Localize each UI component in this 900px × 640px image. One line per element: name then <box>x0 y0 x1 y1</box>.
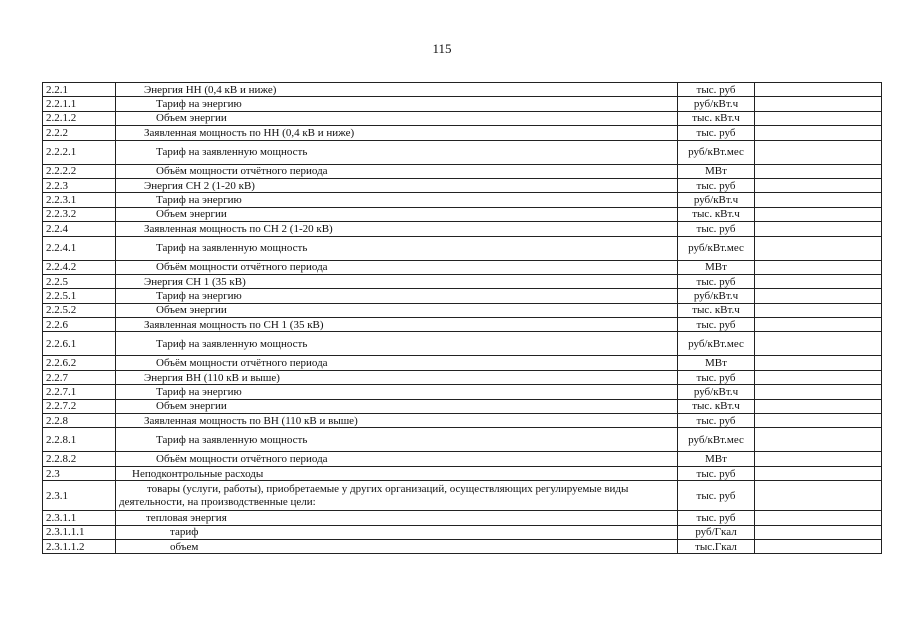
table-row <box>43 274 882 288</box>
row-value-cell <box>755 83 882 97</box>
row-name: Объем энергии <box>116 399 678 413</box>
table-row <box>43 222 882 236</box>
row-code: 2.2.4 <box>43 222 116 236</box>
row-name: Тариф на энергию <box>116 385 678 399</box>
row-name: Объём мощности отчётного периода <box>116 452 678 466</box>
row-unit: тыс. руб <box>678 126 755 140</box>
row-value-cell <box>755 385 882 399</box>
row-code: 2.2.5.1 <box>43 289 116 303</box>
row-value-cell <box>755 318 882 332</box>
row-code: 2.2.8.1 <box>43 428 116 452</box>
row-value-cell <box>755 481 882 511</box>
row-name: Тариф на заявленную мощность <box>116 332 678 356</box>
table-row <box>43 260 882 274</box>
table-row <box>43 126 882 140</box>
row-code: 2.2.7 <box>43 370 116 384</box>
row-unit: тыс.Гкал <box>678 539 755 553</box>
row-code: 2.3 <box>43 466 116 480</box>
row-value-cell <box>755 466 882 480</box>
table-row <box>43 399 882 413</box>
row-name <box>116 481 678 511</box>
row-unit: тыс. руб <box>678 481 755 511</box>
row-name: Объем энергии <box>116 303 678 317</box>
row-name: Тариф на заявленную мощность <box>116 428 678 452</box>
row-unit: руб/кВт.ч <box>678 97 755 111</box>
row-unit: тыс. руб <box>678 83 755 97</box>
table-row <box>43 385 882 399</box>
row-name: Объем энергии <box>116 207 678 221</box>
row-unit: руб/кВт.ч <box>678 289 755 303</box>
row-code: 2.2.2.2 <box>43 164 116 178</box>
table-row <box>43 466 882 480</box>
table-row <box>43 303 882 317</box>
row-code: 2.2.1.1 <box>43 97 116 111</box>
row-name-text: товары (услуги, работы), приобретаемые у других организаций, осуществляющих регулируемые виды деятельности, на производственные цели: <box>119 482 629 508</box>
row-unit: руб/кВт.мес <box>678 236 755 260</box>
row-unit: руб/кВт.мес <box>678 428 755 452</box>
row-value-cell <box>755 332 882 356</box>
row-name: Энергия СН 1 (35 кВ) <box>116 274 678 288</box>
table-row <box>43 236 882 260</box>
row-code: 2.2.1.2 <box>43 111 116 125</box>
row-unit: тыс. кВт.ч <box>678 303 755 317</box>
row-name: Заявленная мощность по НН (0,4 кВ и ниже) <box>116 126 678 140</box>
row-name: Тариф на энергию <box>116 193 678 207</box>
row-code: 2.2.6 <box>43 318 116 332</box>
table-row <box>43 289 882 303</box>
row-value-cell <box>755 356 882 370</box>
row-unit: тыс. руб <box>678 178 755 192</box>
row-name: Заявленная мощность по ВН (110 кВ и выше) <box>116 414 678 428</box>
row-value-cell <box>755 260 882 274</box>
row-code: 2.2.6.2 <box>43 356 116 370</box>
row-unit: тыс. руб <box>678 370 755 384</box>
row-code: 2.2.8 <box>43 414 116 428</box>
table-row <box>43 332 882 356</box>
row-name: Объём мощности отчётного периода <box>116 260 678 274</box>
row-value-cell <box>755 222 882 236</box>
row-name: объем <box>116 539 678 553</box>
table-row <box>43 193 882 207</box>
row-value-cell <box>755 303 882 317</box>
table-row <box>43 539 882 553</box>
row-value-cell <box>755 511 882 525</box>
row-name: Заявленная мощность по СН 1 (35 кВ) <box>116 318 678 332</box>
row-code: 2.3.1.1.2 <box>43 539 116 553</box>
row-name: Объем энергии <box>116 111 678 125</box>
row-code: 2.2.4.1 <box>43 236 116 260</box>
row-value-cell <box>755 193 882 207</box>
row-value-cell <box>755 126 882 140</box>
row-name: тариф <box>116 525 678 539</box>
table-row <box>43 111 882 125</box>
row-name: Энергия СН 2 (1-20 кВ) <box>116 178 678 192</box>
row-name: Энергия НН (0,4 кВ и ниже) <box>116 83 678 97</box>
row-code: 2.3.1.1 <box>43 511 116 525</box>
row-unit: тыс. руб <box>678 466 755 480</box>
row-unit: руб/кВт.мес <box>678 140 755 164</box>
row-value-cell <box>755 525 882 539</box>
row-value-cell <box>755 111 882 125</box>
table-row <box>43 318 882 332</box>
row-name: Энергия ВН (110 кВ и выше) <box>116 370 678 384</box>
row-value-cell <box>755 370 882 384</box>
row-unit: тыс. руб <box>678 318 755 332</box>
row-unit: МВт <box>678 260 755 274</box>
row-code: 2.2.3.1 <box>43 193 116 207</box>
row-code: 2.2.4.2 <box>43 260 116 274</box>
row-value-cell <box>755 414 882 428</box>
row-value-cell <box>755 97 882 111</box>
row-code: 2.2.1 <box>43 83 116 97</box>
table-row <box>43 140 882 164</box>
row-name: Тариф на энергию <box>116 289 678 303</box>
row-unit: тыс. кВт.ч <box>678 111 755 125</box>
row-unit: руб/кВт.ч <box>678 385 755 399</box>
table-row <box>43 178 882 192</box>
table-row <box>43 356 882 370</box>
table-row <box>43 481 882 511</box>
row-code: 2.2.7.2 <box>43 399 116 413</box>
row-name: Заявленная мощность по СН 2 (1-20 кВ) <box>116 222 678 236</box>
table-row <box>43 97 882 111</box>
row-code: 2.3.1 <box>43 481 116 511</box>
row-code: 2.2.2.1 <box>43 140 116 164</box>
row-unit: тыс. руб <box>678 511 755 525</box>
row-value-cell <box>755 539 882 553</box>
row-code: 2.2.5 <box>43 274 116 288</box>
row-unit: МВт <box>678 164 755 178</box>
row-code: 2.2.2 <box>43 126 116 140</box>
tariff-table-body <box>43 83 882 554</box>
row-code: 2.3.1.1.1 <box>43 525 116 539</box>
row-value-cell <box>755 236 882 260</box>
row-name: Объём мощности отчётного периода <box>116 356 678 370</box>
row-name: Неподконтрольные расходы <box>116 466 678 480</box>
table-row <box>43 525 882 539</box>
row-code: 2.2.7.1 <box>43 385 116 399</box>
table-row <box>43 428 882 452</box>
row-code: 2.2.5.2 <box>43 303 116 317</box>
page-number: 115 <box>432 41 452 56</box>
row-code: 2.2.3 <box>43 178 116 192</box>
row-unit: МВт <box>678 356 755 370</box>
row-unit: тыс. руб <box>678 274 755 288</box>
table-row <box>43 511 882 525</box>
row-value-cell <box>755 140 882 164</box>
row-value-cell <box>755 428 882 452</box>
row-unit: тыс. кВт.ч <box>678 399 755 413</box>
row-value-cell <box>755 274 882 288</box>
row-code: 2.2.8.2 <box>43 452 116 466</box>
row-value-cell <box>755 178 882 192</box>
row-name: Тариф на заявленную мощность <box>116 236 678 260</box>
row-name: Тариф на заявленную мощность <box>116 140 678 164</box>
row-name: Объём мощности отчётного периода <box>116 164 678 178</box>
row-code: 2.2.3.2 <box>43 207 116 221</box>
row-name: тепловая энергия <box>116 511 678 525</box>
row-unit: руб/кВт.ч <box>678 193 755 207</box>
table-row <box>43 164 882 178</box>
tariff-table <box>42 82 882 554</box>
row-unit: руб/кВт.мес <box>678 332 755 356</box>
row-value-cell <box>755 164 882 178</box>
row-unit: МВт <box>678 452 755 466</box>
table-row <box>43 414 882 428</box>
row-unit: тыс. руб <box>678 222 755 236</box>
table-row <box>43 83 882 97</box>
row-value-cell <box>755 452 882 466</box>
table-row <box>43 370 882 384</box>
row-value-cell <box>755 399 882 413</box>
table-row <box>43 207 882 221</box>
row-unit: руб/Гкал <box>678 525 755 539</box>
row-unit: тыс. руб <box>678 414 755 428</box>
row-value-cell <box>755 289 882 303</box>
row-code: 2.2.6.1 <box>43 332 116 356</box>
row-unit: тыс. кВт.ч <box>678 207 755 221</box>
row-value-cell <box>755 207 882 221</box>
row-name: Тариф на энергию <box>116 97 678 111</box>
table-row <box>43 452 882 466</box>
